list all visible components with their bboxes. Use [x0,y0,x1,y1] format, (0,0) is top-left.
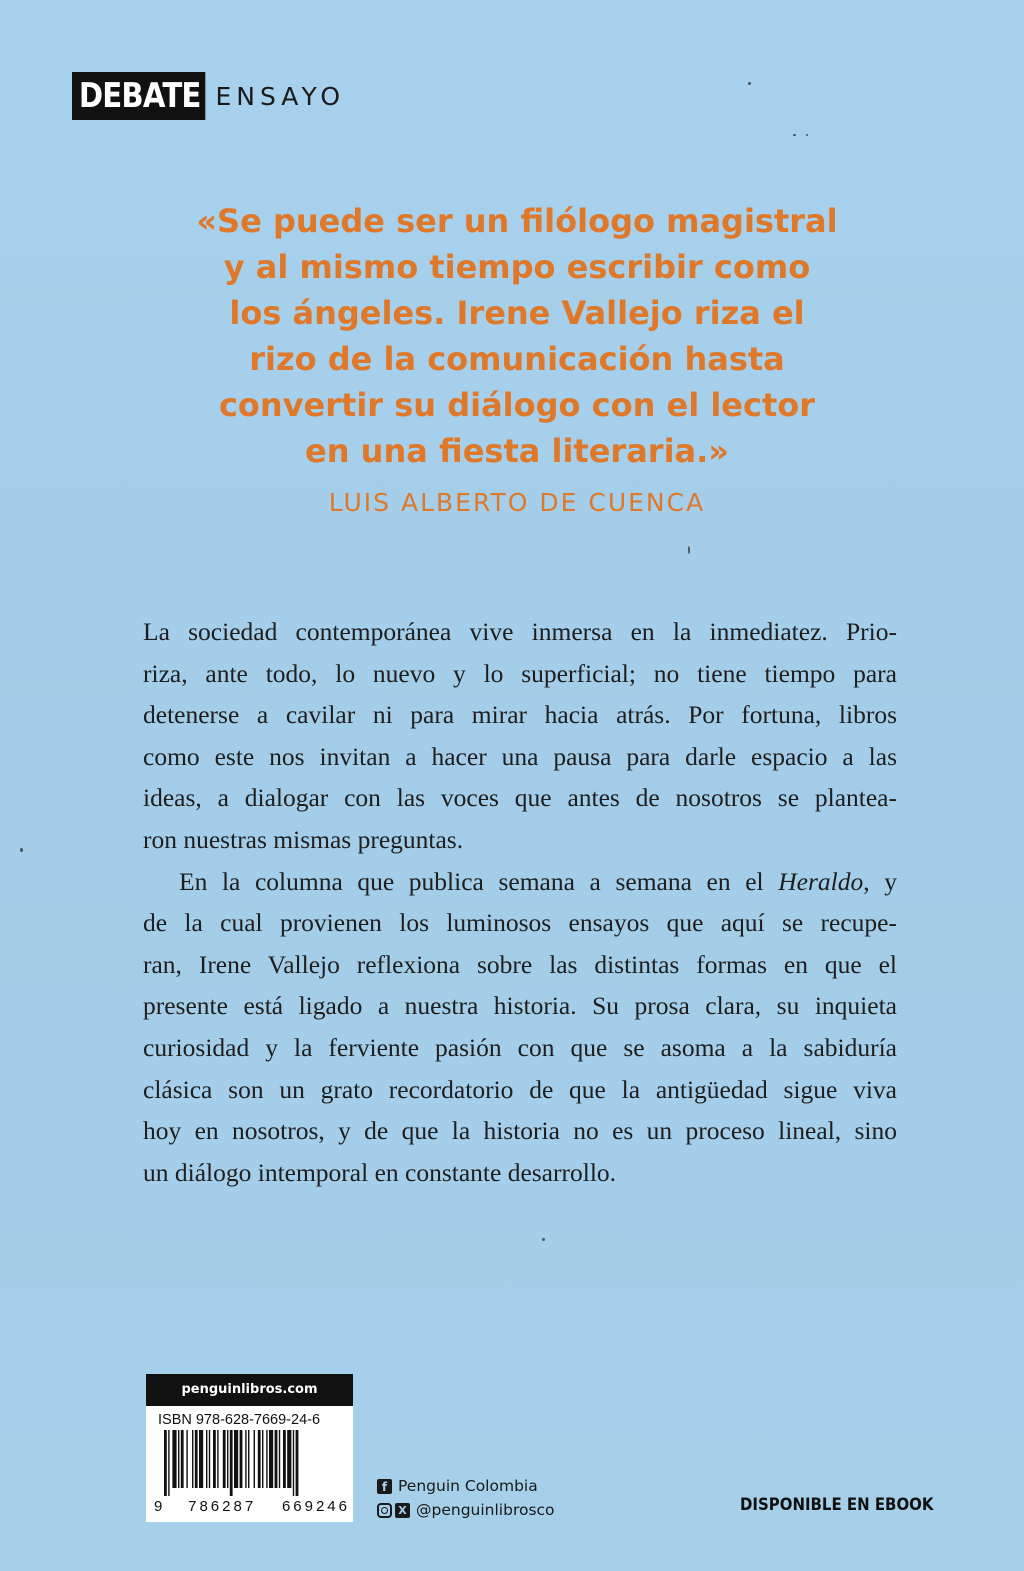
synopsis-line: detenerse a cavilar ni para mirar hacia atrás. Por fortuna, libros [143,700,897,730]
print-speck [748,82,751,85]
synopsis-line: clásica son un grato recordatorio de que la antigüedad sigue viva [143,1074,897,1104]
synopsis-text: , y [863,866,898,896]
synopsis-line: ran, Irene Vallejo reflexiona sobre las distintas formas en que el [143,949,897,979]
barcode-bar [195,1430,198,1488]
synopsis [143,611,897,1193]
print-speck [806,134,808,136]
barcode-bar [223,1430,226,1488]
barcode-bar [262,1430,263,1488]
blurb-quote [150,198,884,474]
barcode-bar [181,1430,184,1488]
synopsis-line: riza, ante todo, lo nuevo y lo superficial; no tiene tiempo para [143,658,897,688]
quote-line: en una fiesta literaria.» [305,432,729,470]
barcode-bar [206,1430,207,1488]
barcode-bar [279,1430,280,1488]
barcode-block [146,1374,353,1522]
publisher-website: penguinlibros.com [146,1374,353,1406]
barcode-bar [172,1430,176,1488]
barcode-bar [269,1430,273,1488]
ebook-availability: DISPONIBLE EN EBOOK [740,1495,934,1515]
barcode-bar [164,1430,167,1496]
barcode-bar [227,1430,228,1488]
synopsis-line-heraldo [143,861,897,903]
barcode-bar [230,1430,233,1496]
synopsis-line: como este nos invitan a hacer una pausa para darle espacio a las [143,741,897,771]
facebook-label: Penguin Colombia [398,1477,538,1495]
barcode-digits [154,1498,350,1515]
quote-line: convertir su diálogo con el lector [218,386,816,424]
barcode-bar [248,1430,249,1488]
synopsis-line: presente está ligado a nuestra historia. Su prosa clara, su inquieta [143,991,897,1021]
synopsis-line: La sociedad contemporánea vive inmersa en la inmediatez. Prio- [143,617,897,646]
barcode-digit-group-right: 669246 [281,1498,350,1515]
barcode-bar [258,1430,261,1488]
barcode-bar [296,1430,299,1496]
barcode-bar [199,1430,203,1488]
barcode-bar [192,1430,193,1488]
social-handle: @penguinlibrosco [416,1501,555,1519]
publisher-brand [72,72,345,120]
barcode-bar [245,1430,246,1488]
social-links [377,1474,555,1522]
barcode-bar [240,1430,243,1488]
barcode-bar [217,1430,218,1488]
barcode-bar [283,1430,286,1488]
barcode-bar [209,1430,210,1488]
x-icon: X [395,1503,410,1518]
quote-author: LUIS ALBERTO DE CUENCA [328,488,706,517]
barcode-bar [234,1430,238,1488]
barcode-icon [154,1430,350,1496]
barcode-bar [186,1430,187,1488]
synopsis-line: un diálogo intemporal en constante desarrollo. [143,1157,617,1187]
barcode-bar [287,1430,291,1488]
handle-row [377,1498,555,1522]
print-speck [20,848,23,852]
instagram-icon [377,1503,392,1518]
debate-logo: DEBATE [72,72,206,120]
quote-line: rizo de la comunicación hasta [249,340,785,378]
barcode-bar [213,1430,216,1488]
barcode-bar [266,1430,267,1488]
barcode-bar [293,1430,294,1496]
newspaper-title: Heraldo [778,866,864,896]
barcode-bar [168,1430,169,1496]
synopsis-text: En la columna que publica semana a semana en el [179,866,779,896]
facebook-row [377,1474,555,1498]
isbn-label: ISBN 978-628-7669-24-6 [158,1412,321,1428]
barcode-bar [275,1430,278,1488]
print-speck [793,134,796,136]
synopsis-line: ron nuestras mismas preguntas. [143,824,464,854]
quote-line: «Se puede ser un filólogo magistral [196,202,838,240]
quote-line: los ángeles. Irene Vallejo riza el [229,294,805,332]
collection-label: ENSAYO [215,81,346,111]
facebook-icon: f [377,1479,392,1494]
print-speck [688,546,690,554]
quote-line: y al mismo tiempo escribir como [223,248,811,286]
print-speck [542,1238,545,1241]
barcode-digit-prefix: 9 [154,1498,163,1515]
synopsis-line: ideas, a dialogar con las voces que antes de nosotros se planteа- [143,783,897,813]
synopsis-line: de la cual provienen los luminosos ensayos que aquí se recupe- [143,908,897,938]
barcode-bar [178,1430,179,1488]
synopsis-line: curiosidad y la ferviente pasión con que se asoma a la sabiduría [143,1032,897,1062]
synopsis-line: hoy en nosotros, y de que la historia no es un proceso lineal, sino [143,1116,897,1146]
barcode-digit-group-left: 786287 [188,1498,257,1515]
barcode-bar [254,1430,255,1488]
